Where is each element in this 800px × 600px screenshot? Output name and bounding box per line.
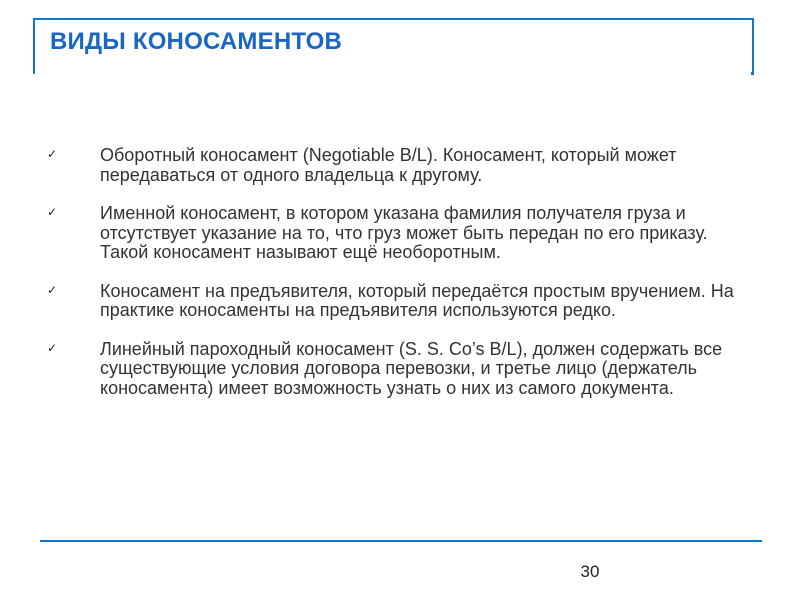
bullet-text-liner: Линейный пароходный коносамент (S. S. Co’s B/L), должен содержать все существующие условия договора перевозки, и третье лицо (держатель коносамента) имеет возможность узнать о них из самого документа. (100, 338, 723, 398)
bullet-item (42, 204, 758, 263)
bullet-item (42, 282, 758, 321)
title-frame-dot (751, 72, 754, 75)
slide-title: ВИДЫ КОНОСАМЕНТОВ (50, 28, 343, 55)
bullet-text-bearer: Коносамент на предъявителя, который передаётся простым вручением. На практике коносаменты на предъявителя используются редко. (100, 280, 734, 320)
checkmark-bullet-icon: ✓ (47, 340, 58, 355)
bullet-text-named: Именной коносамент, в котором указана фамилия получателя груза и отсутствует указание на то, что груз может быть передан по его приказу. Такой коносамент называют ещё необоротным. (100, 203, 708, 262)
title-frame-left-rule (33, 18, 35, 74)
title-frame-top-rule (33, 18, 754, 20)
bullet-item (42, 146, 758, 185)
footer-rule (40, 540, 762, 542)
bullet-list (42, 146, 758, 417)
title-frame-right-rule (752, 18, 754, 74)
checkmark-bullet-icon: ✓ (47, 205, 58, 219)
bullet-text-negotiable: Оборотный коносамент (Negotiable B/L). Коносамент, который может передаваться от одного владельца к другому. (100, 145, 677, 185)
checkmark-bullet-icon: ✓ (47, 282, 58, 297)
page-number: 30 (580, 562, 600, 581)
checkmark-bullet-icon: ✓ (47, 147, 58, 161)
bullet-item (42, 340, 758, 399)
